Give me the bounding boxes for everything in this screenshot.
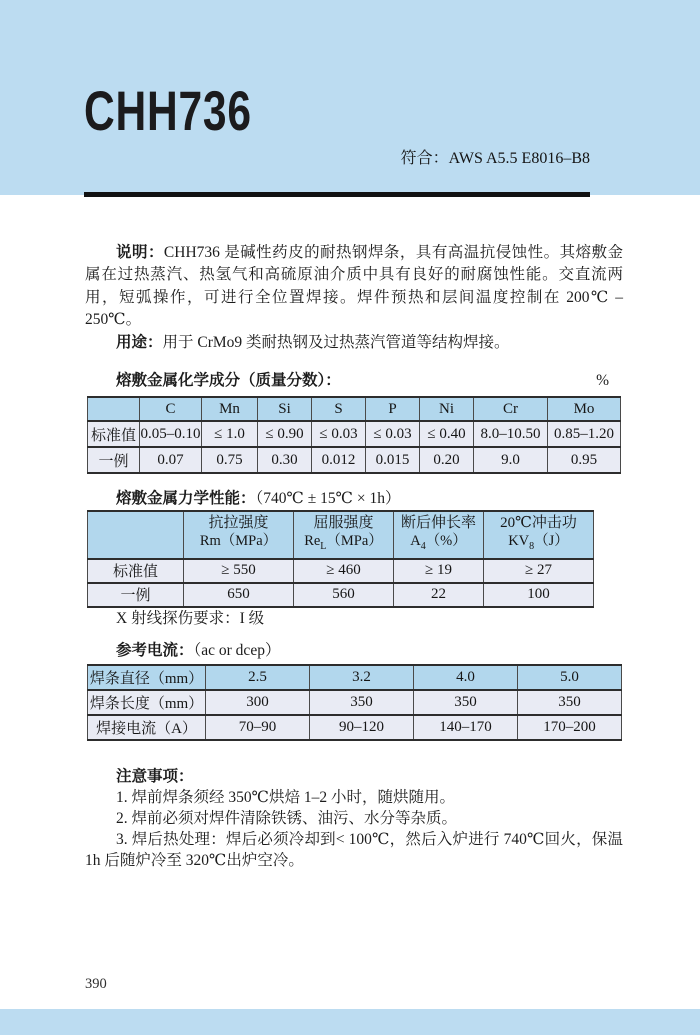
- chem-col-header: [88, 397, 140, 421]
- value-cell: ≤ 0.40: [420, 421, 474, 447]
- xray-note: X 射线探伤要求：I 级: [116, 610, 265, 627]
- chem-col-header: Ni: [420, 397, 474, 421]
- chem-col-header: Cr: [474, 397, 548, 421]
- diameter-header-row: [88, 665, 622, 690]
- value-cell: 350: [414, 690, 518, 715]
- notes-heading-text: 注意事项：: [116, 768, 194, 785]
- mech-header-row: [88, 511, 594, 559]
- symbol-text: KV: [508, 533, 530, 549]
- description-paragraph: [85, 242, 623, 332]
- chem-table: [87, 396, 621, 474]
- value-cell: ≤ 1.0: [202, 421, 258, 447]
- length-row: [88, 690, 622, 715]
- mech-col-header: [184, 511, 294, 559]
- current-heading-condition: （ac or dcep）: [193, 642, 281, 659]
- mech-header-symbol: [484, 532, 593, 556]
- chem-col-header: Si: [258, 397, 312, 421]
- value-cell: 0.85–1.20: [548, 421, 621, 447]
- header-band: [0, 0, 700, 195]
- value-cell: 5.0: [518, 665, 622, 690]
- mech-header-symbol: [184, 532, 293, 556]
- symbol-unit: （MPa）: [326, 533, 383, 549]
- note-item: 3. 焊后热处理：焊后必须冷却到< 100℃，然后入炉进行 740℃回火，保温 1h 后随炉冷至 320℃出炉空冷。: [85, 831, 623, 869]
- mech-example-row: [88, 583, 594, 607]
- value-cell: 8.0–10.50: [474, 421, 548, 447]
- row-label: 一例: [88, 583, 184, 607]
- value-cell: 0.015: [366, 447, 420, 473]
- mech-header-symbol: [294, 532, 393, 556]
- mech-header-symbol: [394, 532, 483, 556]
- chem-col-header: P: [366, 397, 420, 421]
- value-cell: 90–120: [310, 715, 414, 740]
- mech-col-header: [294, 511, 394, 559]
- note-item: 2. 焊前必须对焊件清除铁锈、油污、水分等杂质。: [116, 810, 458, 827]
- page-number: 390: [85, 976, 107, 992]
- mech-heading-text: 熔敷金属力学性能：: [116, 490, 256, 507]
- header-rule: [84, 192, 590, 197]
- standard-line: 符合：AWS A5.5 E8016–B8: [400, 150, 590, 167]
- note-item: 1. 焊前焊条须经 350℃烘焙 1–2 小时，随烘随用。: [116, 789, 455, 806]
- value-cell: 2.5: [206, 665, 310, 690]
- mech-col-header: [394, 511, 484, 559]
- chem-col-header: S: [312, 397, 366, 421]
- current-table: [87, 664, 622, 741]
- mech-heading-condition: （740℃ ± 15℃ × 1h）: [255, 490, 401, 507]
- notes-section: [85, 766, 623, 871]
- chem-col-header: C: [140, 397, 202, 421]
- footer-band: [0, 1009, 700, 1035]
- value-cell: 22: [394, 583, 484, 607]
- value-cell: 0.012: [312, 447, 366, 473]
- symbol-text: Re: [304, 533, 321, 549]
- value-cell: 0.95: [548, 447, 621, 473]
- value-cell: ≥ 27: [484, 559, 594, 583]
- value-cell: 650: [184, 583, 294, 607]
- usage-paragraph: [85, 332, 623, 354]
- mech-header-cn: 屈服强度: [313, 515, 374, 531]
- notes-heading: [85, 766, 623, 787]
- subscript: 4: [420, 540, 426, 552]
- value-cell: ≤ 0.03: [366, 421, 420, 447]
- mech-section-heading: [85, 489, 623, 508]
- current-heading-text: 参考电流：: [116, 642, 194, 659]
- mech-header-cn: 断后伸长率: [400, 515, 476, 531]
- chem-col-header: Mo: [548, 397, 621, 421]
- row-label: 焊接电流（A）: [88, 715, 206, 740]
- value-cell: 300: [206, 690, 310, 715]
- chem-unit: %: [596, 372, 609, 389]
- mech-standard-row: [88, 559, 594, 583]
- row-label: 标准值: [88, 421, 140, 447]
- chem-header-row: [88, 397, 621, 421]
- mech-header-cn: 抗拉强度: [208, 515, 269, 531]
- subscript: L: [320, 540, 327, 552]
- value-cell: 4.0: [414, 665, 518, 690]
- mech-corner-cell: [88, 511, 184, 559]
- value-cell: 100: [484, 583, 594, 607]
- description-label: 说明：: [116, 244, 164, 261]
- chem-heading-text: 熔敷金属化学成分（质量分数）：: [116, 372, 341, 389]
- value-cell: 350: [310, 690, 414, 715]
- value-cell: 9.0: [474, 447, 548, 473]
- mech-header-cn: 20℃冲击功: [500, 515, 577, 531]
- value-cell: 70–90: [206, 715, 310, 740]
- mech-table: [87, 510, 594, 608]
- value-cell: 0.75: [202, 447, 258, 473]
- value-cell: ≤ 0.90: [258, 421, 312, 447]
- symbol-text: A: [410, 533, 421, 549]
- value-cell: 0.07: [140, 447, 202, 473]
- current-row: [88, 715, 622, 740]
- value-cell: 140–170: [414, 715, 518, 740]
- row-label: 焊条直径（mm）: [88, 665, 206, 690]
- value-cell: 0.05–0.10: [140, 421, 202, 447]
- value-cell: 0.20: [420, 447, 474, 473]
- usage-label: 用途：: [116, 333, 163, 351]
- value-cell: 350: [518, 690, 622, 715]
- chem-standard-row: [88, 421, 621, 447]
- intro-section: [85, 242, 623, 354]
- subscript: 8: [529, 540, 535, 552]
- value-cell: 560: [294, 583, 394, 607]
- usage-text: 用于 CrMo9 类耐热钢及过热蒸汽管道等结构焊接。: [162, 333, 510, 351]
- value-cell: 170–200: [518, 715, 622, 740]
- symbol-unit: （%）: [425, 533, 467, 549]
- current-section-heading: [85, 641, 623, 660]
- row-label: 焊条长度（mm）: [88, 690, 206, 715]
- value-cell: 3.2: [310, 665, 414, 690]
- chem-col-header: Mn: [202, 397, 258, 421]
- symbol-unit: （J）: [534, 533, 569, 549]
- symbol-text: Rm（MPa）: [199, 533, 278, 549]
- chem-section-heading: [85, 371, 623, 390]
- description-text: CHH736 是碱性药皮的耐热钢焊条，具有高温抗侵蚀性。其熔敷金属在过热蒸汽、热氢气和高硫原油介质中具有良好的耐腐蚀性能。交直流两用，短弧操作，可进行全位置焊接。焊件预热和层间温度控制在 200℃ – 250℃。: [85, 244, 623, 329]
- value-cell: ≥ 550: [184, 559, 294, 583]
- row-label: 一例: [88, 447, 140, 473]
- chem-example-row: [88, 447, 621, 473]
- mech-col-header: [484, 511, 594, 559]
- value-cell: ≥ 19: [394, 559, 484, 583]
- row-label: 标准值: [88, 559, 184, 583]
- value-cell: ≤ 0.03: [312, 421, 366, 447]
- value-cell: ≥ 460: [294, 559, 394, 583]
- page-title: CHH736: [84, 79, 252, 142]
- value-cell: 0.30: [258, 447, 312, 473]
